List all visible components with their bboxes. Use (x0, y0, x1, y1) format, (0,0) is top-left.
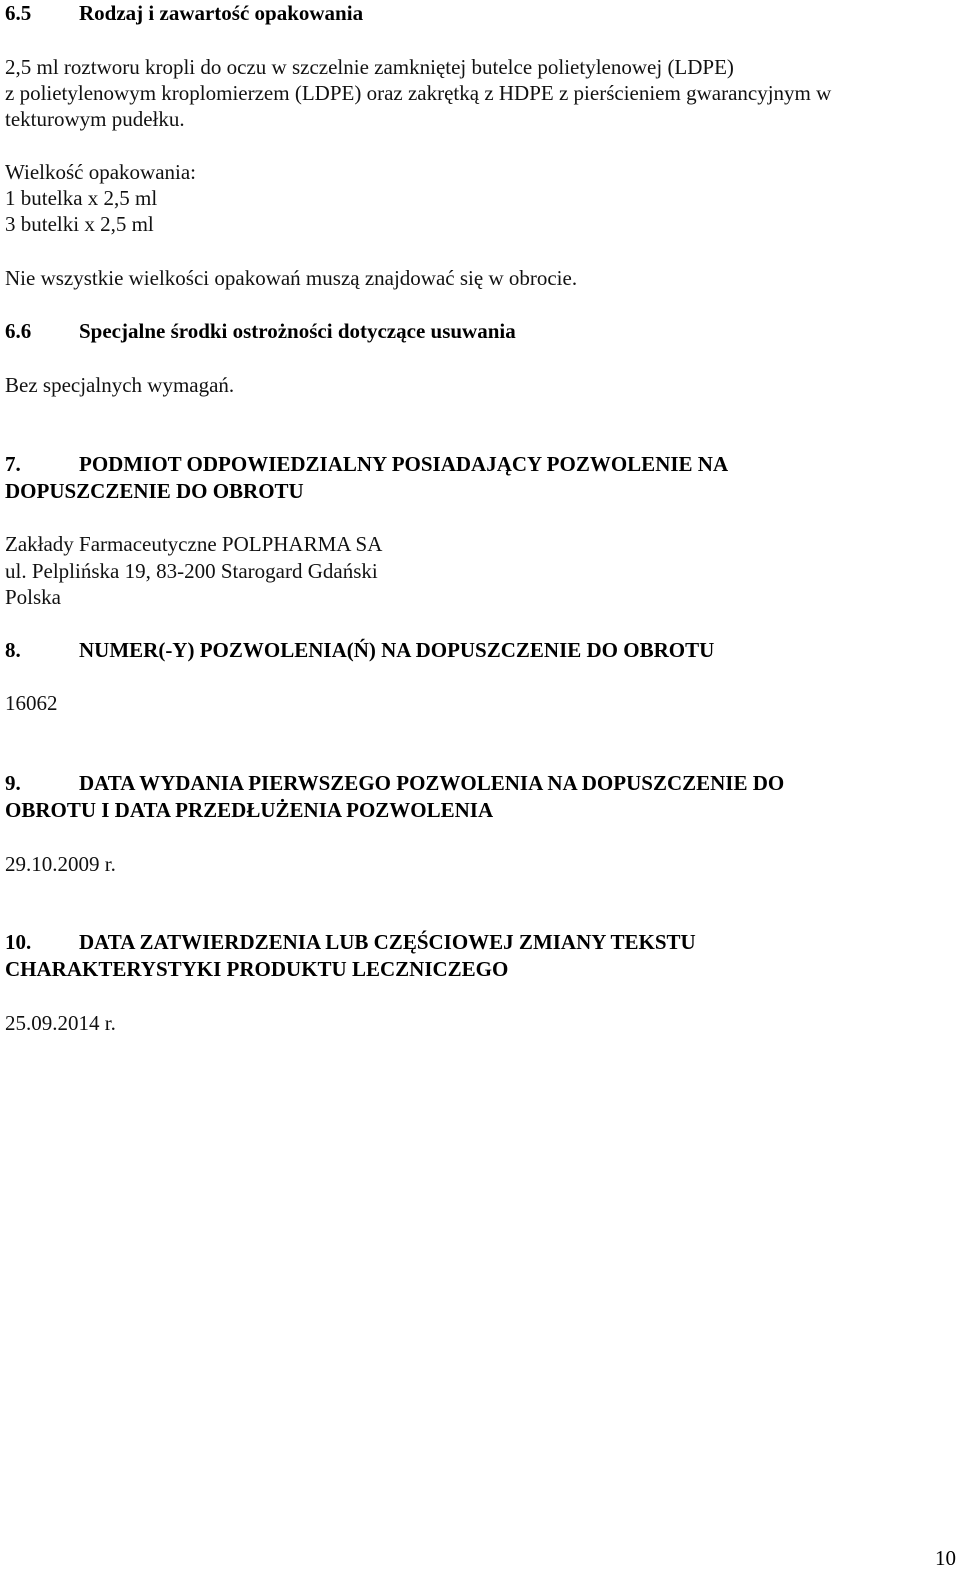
section-number: 10. (5, 930, 32, 954)
section-title: PODMIOT ODPOWIEDZIALNY POSIADAJĄCY POZWOLENIE NA (79, 452, 729, 476)
section-9-heading-continued: OBROTU I DATA PRZEDŁUŻENIA POZWOLENIA (5, 798, 494, 822)
section-title: Rodzaj i zawartość opakowania (79, 1, 364, 25)
pack-size-item: 3 butelki x 2,5 ml (5, 212, 154, 236)
section-7-heading (5, 451, 728, 477)
section-10-heading-continued: CHARAKTERYSTYKI PRODUKTU LECZNICZEGO (5, 957, 509, 981)
authorization-number: 16062 (5, 691, 58, 715)
section-number: 7. (5, 452, 21, 476)
paragraph-line: z polietylenowym kroplomierzem (LDPE) oraz zakrętką z HDPE z pierścieniem gwarancyjnym w (5, 81, 832, 105)
section-title: DATA WYDANIA PIERWSZEGO POZWOLENIA NA DOPUSZCZENIE DO (79, 771, 785, 795)
section-number: 8. (5, 638, 21, 662)
section-8-heading (5, 637, 714, 663)
section-title: NUMER(-Y) POZWOLENIA(Ń) NA DOPUSZCZENIE DO OBROTU (79, 638, 715, 662)
section-number: 6.6 (5, 319, 32, 343)
revision-date: 25.09.2014 r. (5, 1011, 116, 1035)
pack-size-item: 1 butelka x 2,5 ml (5, 186, 158, 210)
company-street: ul. Pelplińska 19, 83-200 Starogard Gdański (5, 559, 378, 583)
section-title: Specjalne środki ostrożności dotyczące usuwania (79, 319, 516, 343)
page-number: 10 (935, 1546, 956, 1570)
company-name: Zakłady Farmaceutyczne POLPHARMA SA (5, 532, 383, 556)
company-country: Polska (5, 585, 62, 609)
section-6-6-heading (5, 318, 516, 344)
section-7-heading-continued: DOPUSZCZENIE DO OBROTU (5, 479, 304, 503)
availability-note: Nie wszystkie wielkości opakowań muszą znajdować się w obrocie. (5, 266, 578, 290)
section-text: Bez specjalnych wymagań. (5, 373, 235, 397)
paragraph-line: tekturowym pudełku. (5, 107, 185, 131)
section-number: 6.5 (5, 1, 32, 25)
section-number: 9. (5, 771, 21, 795)
section-title: DATA ZATWIERDZENIA LUB CZĘŚCIOWEJ ZMIANY TEKSTU (79, 930, 696, 954)
section-9-heading (5, 770, 784, 796)
section-10-heading (5, 929, 696, 955)
pack-size-label: Wielkość opakowania: (5, 160, 197, 184)
paragraph-line: 2,5 ml roztworu kropli do oczu w szczelnie zamkniętej butelce polietylenowej (LDPE) (5, 55, 734, 79)
first-authorization-date: 29.10.2009 r. (5, 852, 116, 876)
section-6-5-heading (5, 0, 363, 26)
